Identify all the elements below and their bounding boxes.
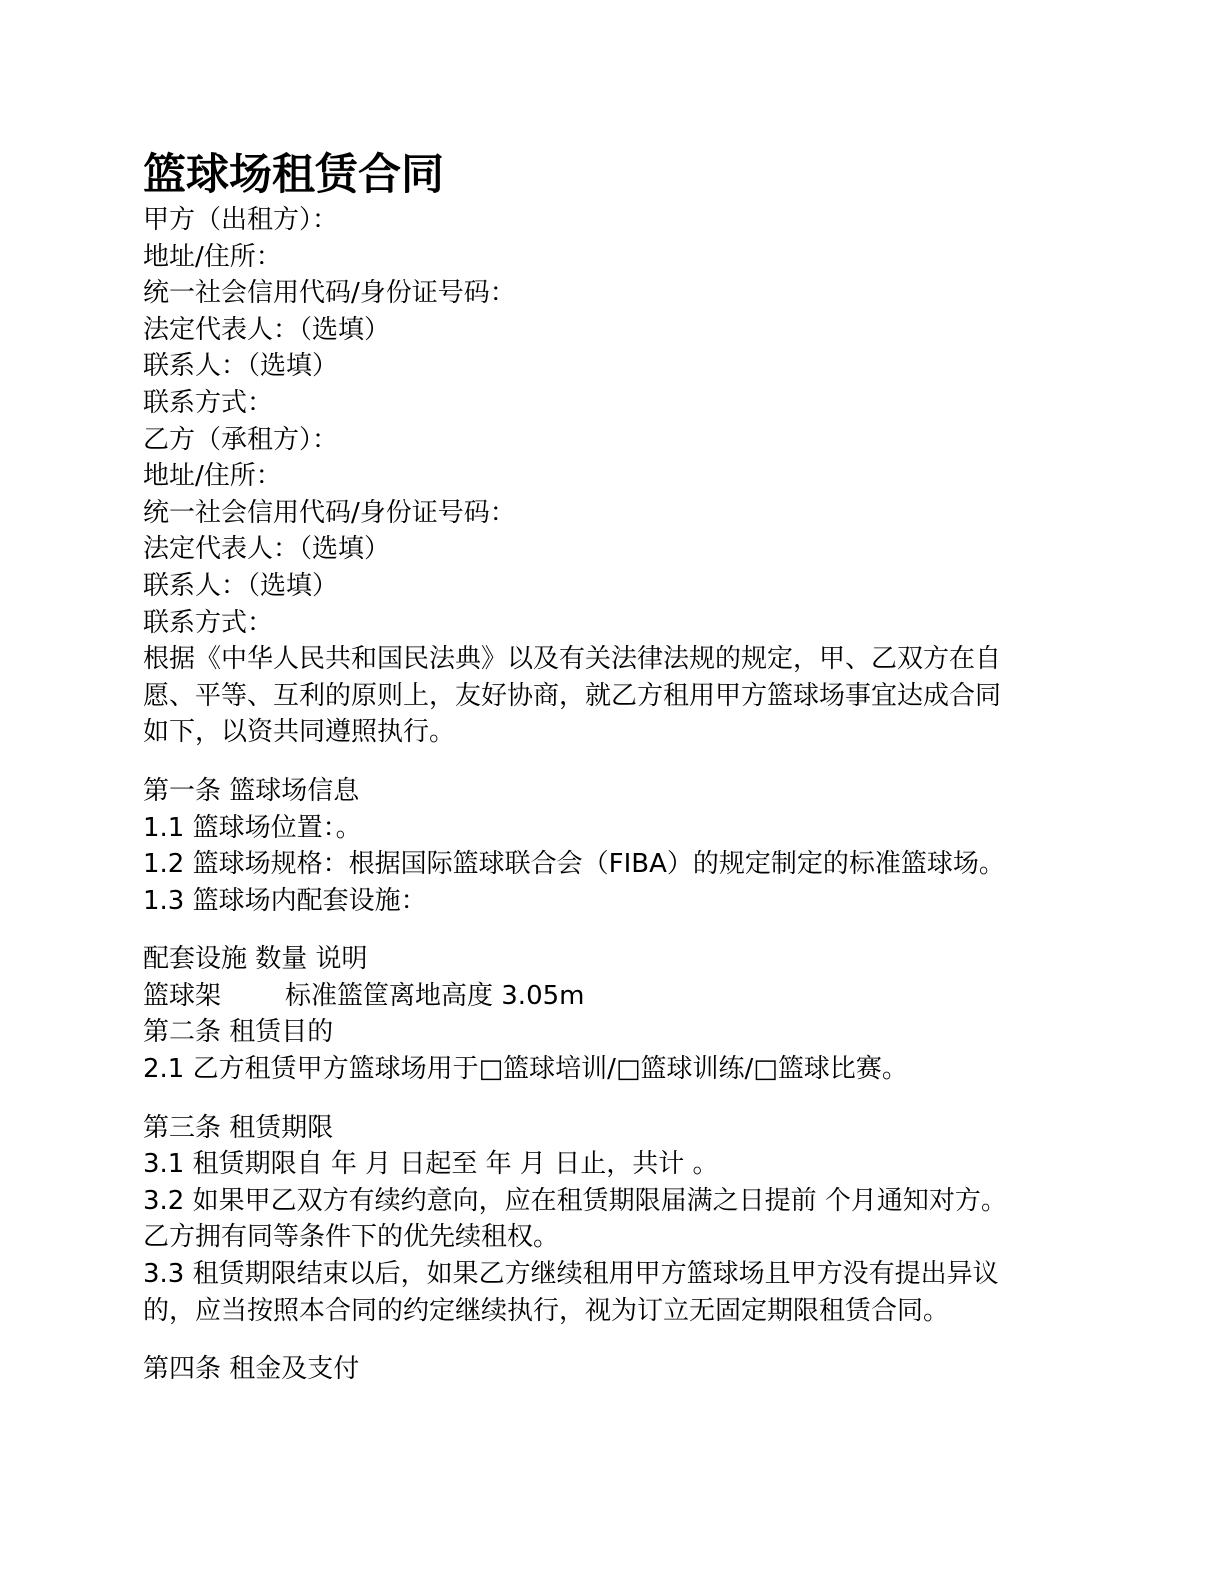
article-3-item: 乙方拥有同等条件下的优先续租权。 (143, 1222, 560, 1253)
article-2-heading: 第二条 租赁目的 (143, 1017, 334, 1048)
article-1-heading: 第一条 篮球场信息 (143, 775, 360, 806)
article-3-item: 的，应当按照本合同的约定继续执行，视为订立无固定期限租赁合同。 (143, 1295, 950, 1326)
article-1-item: 1.3 篮球场内配套设施： (143, 885, 427, 916)
party-b-contact-method: 联系方式： (143, 607, 274, 638)
party-a-legal-rep: 法定代表人：（选填） (143, 314, 391, 345)
article-3-heading: 第三条 租赁期限 (143, 1112, 334, 1143)
party-b-contact-person: 联系人：（选填） (143, 570, 339, 601)
facility-description: 标准篮筐离地高度 3.05m (285, 980, 585, 1011)
party-a-id-code: 统一社会信用代码/身份证号码： (143, 278, 516, 309)
article-3-item: 3.3 租赁期限结束以后，如果乙方继续租用甲方篮球场且甲方没有提出异议 (143, 1259, 999, 1290)
section-gap (143, 751, 1083, 773)
preamble-line: 如下，以资共同遵照执行。 (143, 717, 456, 748)
article-1-item: 1.2 篮球场规格：根据国际篮球联合会（FIBA）的规定制定的标准篮球场。 (143, 849, 1005, 880)
section-gap (143, 919, 1083, 941)
document-page (143, 148, 1083, 1388)
article-2-item: 2.1 乙方租赁甲方篮球场用于□篮球培训/□篮球训练/□篮球比赛。 (143, 1054, 908, 1085)
party-b-id-code: 统一社会信用代码/身份证号码： (143, 497, 516, 528)
article-1-item: 1.1 篮球场位置：。 (143, 812, 362, 843)
article-3-item: 3.2 如果甲乙双方有续约意向，应在租赁期限届满之日提前 个月通知对方。 (143, 1185, 1007, 1216)
section-gap (143, 1088, 1083, 1110)
party-a-contact-person: 联系人：（选填） (143, 351, 339, 382)
section-gap (143, 1329, 1083, 1351)
document-title: 篮球场租赁合同 (143, 150, 444, 200)
party-b-heading: 乙方（承租方）： (143, 424, 339, 455)
preamble-line: 愿、平等、互利的原则上，友好协商，就乙方租用甲方篮球场事宜达成合同 (143, 680, 1002, 711)
party-a-contact-method: 联系方式： (143, 387, 274, 418)
article-3-item: 3.1 租赁期限自 年 月 日起至 年 月 日止，共计 。 (143, 1149, 719, 1180)
preamble-line: 根据《中华人民共和国民法典》以及有关法律法规的规定，甲、乙双方在自 (143, 644, 1002, 675)
party-a-heading: 甲方（出租方）： (143, 205, 339, 235)
facility-name: 篮球架 (143, 980, 222, 1011)
article-4-heading: 第四条 租金及支付 (143, 1354, 360, 1385)
party-b-address: 地址/住所： (143, 461, 282, 492)
party-b-legal-rep: 法定代表人：（选填） (143, 534, 391, 565)
facilities-row (143, 978, 1083, 1015)
party-a-address: 地址/住所： (143, 241, 282, 272)
facilities-header: 配套设施 数量 说明 (143, 944, 368, 975)
